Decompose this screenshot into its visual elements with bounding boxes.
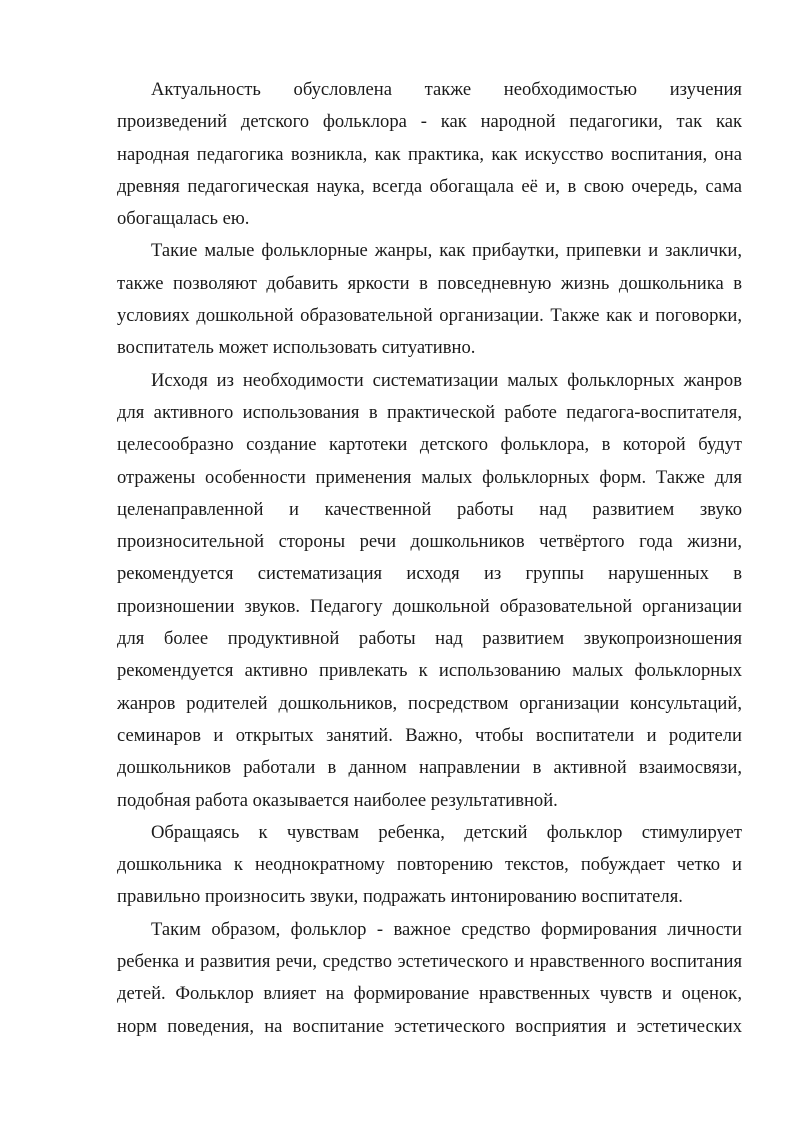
paragraph-small-genres: Такие малые фольклорные жанры, как прибаутки, припевки и заклички, также позволяют добавить яркости в повседневную жизнь дошкольника в условиях дошкольной образовательной организации. Также как и поговорки, воспитатель может использовать ситуативно. <box>117 240 742 359</box>
paragraph-child-feelings: Обращаясь к чувствам ребенка, детский фольклор стимулирует дошкольника к неоднократному повторению текстов, побуждает четко и правильно произносить звуки, подражать интонированию воспитателя. <box>117 821 742 908</box>
paragraph-conclusion: Таким образом, фольклор - важное средство формирования личности ребенка и развития речи, средство эстетического и нравственного воспитания детей. Фольклор влияет на формирование нравственных чувств и оценок, норм поведения, на воспитание эстетического восприятия и эстетических <box>117 918 742 1037</box>
paragraph-systematization: Исходя из необходимости систематизации малых фольклорных жанров для активного использования в практической работе педагога-воспитателя, целесообразно создание картотеки детского фольклора, в которой будут отражены особенности применения малых фольклорных форм. Также для целенаправленной и качественной работы над развитием звуко произносительной стороны речи дошкольников четвёртого года жизни, рекомендуется систематизация исходя из группы нарушенных в произношении звуков. Педагогу дошкольной образовательной организации для более продуктивной работы над развитием звукопроизношения рекомендуется активно привлекать к использованию малых фольклорных жанров родителей дошкольников, посредством организации консультаций, семинаров и открытых занятий. Важно, чтобы воспитатели и родители дошкольников работали в данном направлении в активной взаимосвязи, подобная работа оказывается наиболее результативной. <box>117 369 742 811</box>
document-page <box>117 74 742 1043</box>
paragraph-relevance: Актуальность обусловлена также необходимостью изучения произведений детского фольклора - как народной педагогики, так как народная педагогика возникла, как практика, как искусство воспитания, она древняя педагогическая наука, всегда обогащала её и, в свою очередь, сама обогащалась ею. <box>117 79 742 230</box>
